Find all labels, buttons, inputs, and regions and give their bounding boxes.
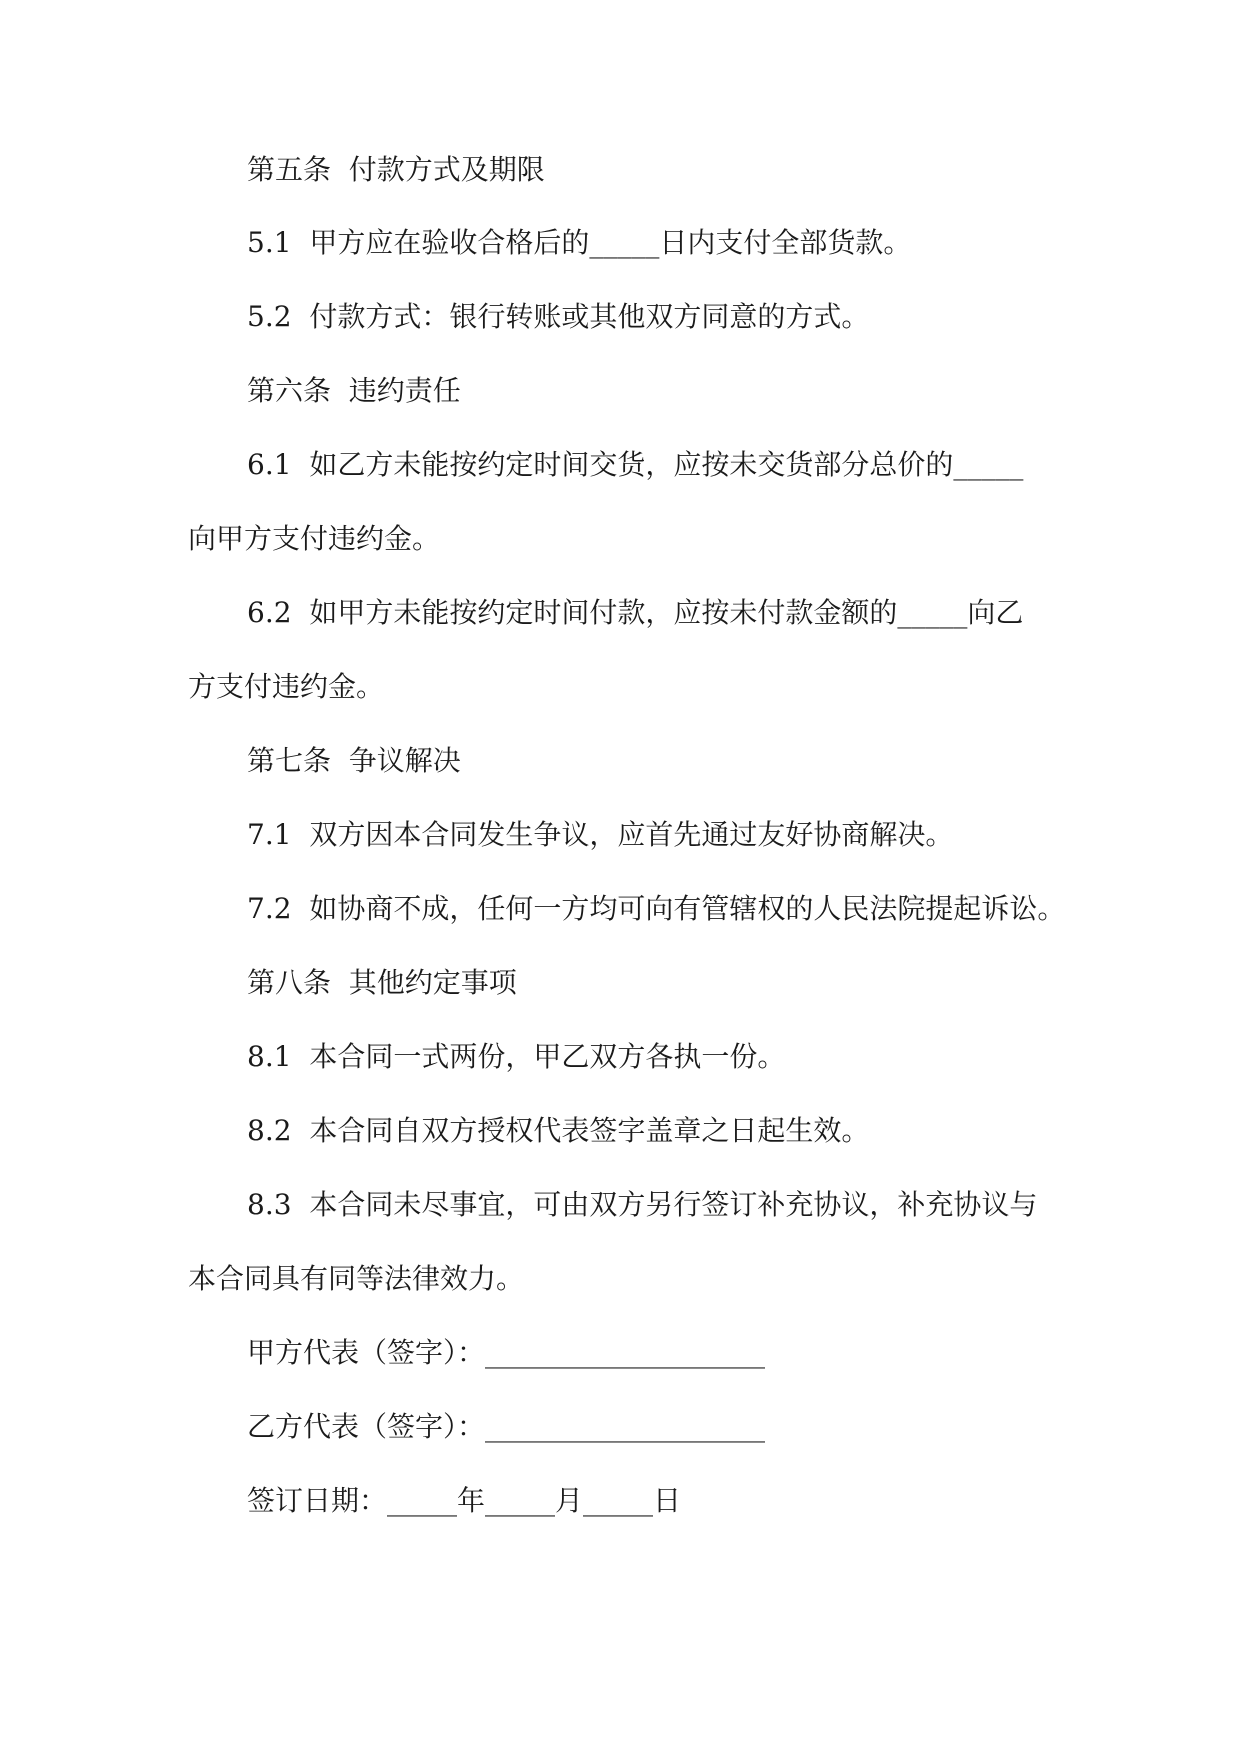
clause-7-2: 7.2 如协商不成，任何一方均可向有管辖权的人民法院提起诉讼。 xyxy=(247,892,1066,925)
clause-8-3-line-1: 8.3 本合同未尽事宜，可由双方另行签订补充协议，补充协议与 xyxy=(247,1188,1038,1221)
article-7-title: 第七条 争议解决 xyxy=(247,744,461,777)
clause-7-1: 7.1 双方因本合同发生争议，应首先通过友好协商解决。 xyxy=(247,818,954,851)
clause-5-2: 5.2 付款方式：银行转账或其他双方同意的方式。 xyxy=(247,300,870,333)
party-a-signature-line: 甲方代表（签字）：____________________ xyxy=(247,1336,766,1369)
clause-6-2-line-1: 6.2 如甲方未能按约定时间付款，应按未付款金额的_____向乙 xyxy=(247,596,1024,629)
clause-6-2-line-2: 方支付违约金。 xyxy=(188,670,385,703)
clause-6-1-line-1: 6.1 如乙方未能按约定时间交货，应按未交货部分总价的_____ xyxy=(247,448,1024,481)
clause-8-1: 8.1 本合同一式两份，甲乙双方各执一份。 xyxy=(247,1040,786,1073)
clause-8-3-line-2: 本合同具有同等法律效力。 xyxy=(188,1262,525,1295)
article-5-title: 第五条 付款方式及期限 xyxy=(247,153,545,186)
signing-date-line: 签订日期：_____年_____月_____日 xyxy=(247,1484,682,1517)
article-8-title: 第八条 其他约定事项 xyxy=(247,966,517,999)
article-6-title: 第六条 违约责任 xyxy=(247,374,461,407)
clause-5-1: 5.1 甲方应在验收合格后的_____日内支付全部货款。 xyxy=(247,226,912,259)
party-b-signature-line: 乙方代表（签字）：____________________ xyxy=(247,1410,766,1443)
clause-8-2: 8.2 本合同自双方授权代表签字盖章之日起生效。 xyxy=(247,1114,870,1147)
clause-6-1-line-2: 向甲方支付违约金。 xyxy=(188,522,441,555)
